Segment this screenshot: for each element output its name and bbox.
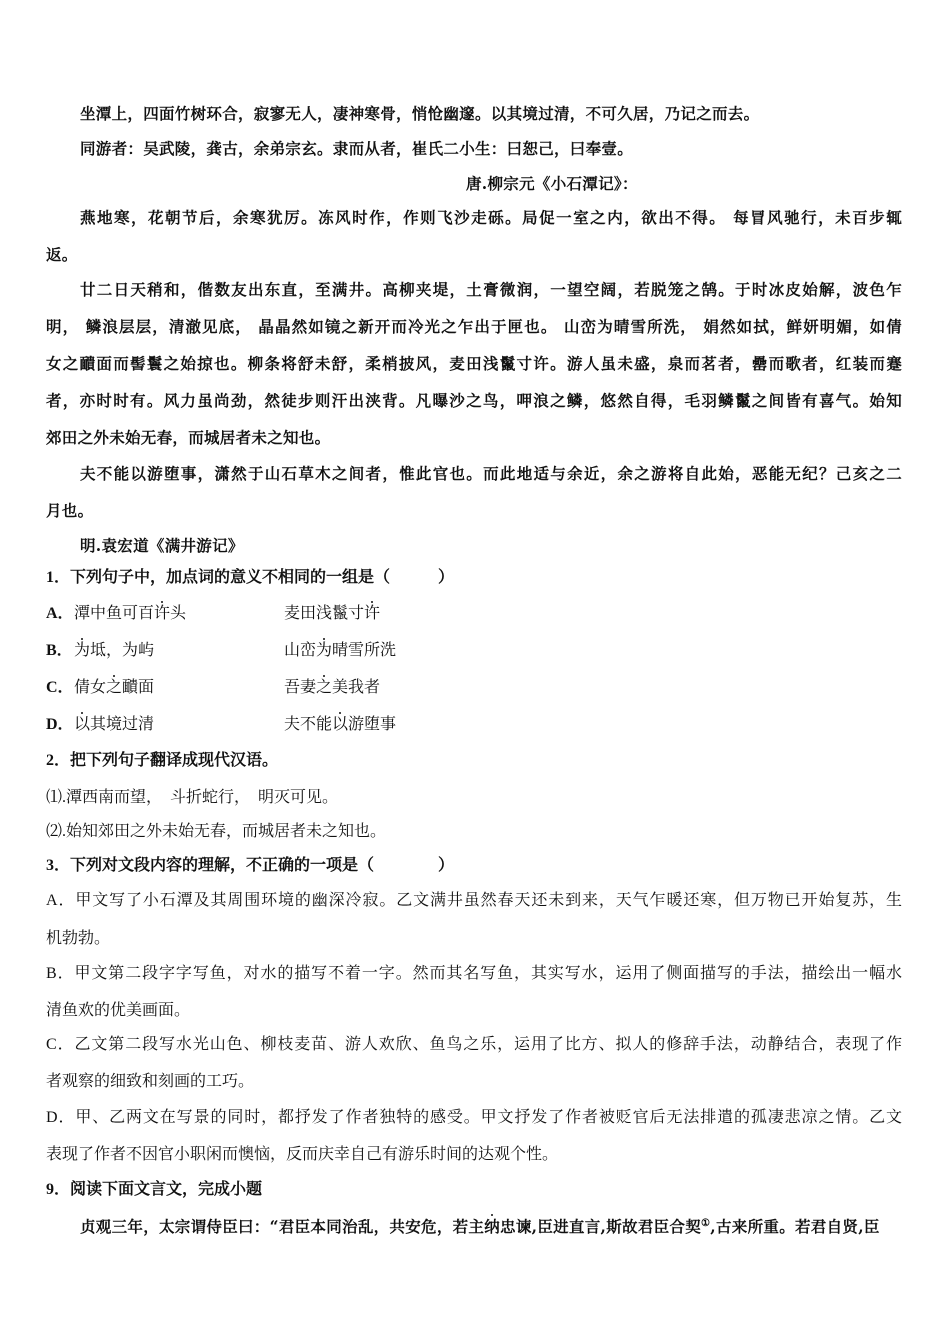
passage-a-line-1: 坐潭上，四面竹树环合，寂寥无人，凄神寒骨，悄怆幽邃。以其境过清，不可久居，乃记之而去。 — [80, 104, 760, 123]
q1-option-d-left: 以其境过清 — [74, 716, 155, 733]
q3-option-d-line-1: D．甲、乙两文在写景的同时，都抒发了作者独特的感受。甲文抒发了作者被贬官后无法排遣的孤凄悲凉之情。乙文 — [46, 1109, 902, 1126]
emphasis-dot-word: 以 — [74, 716, 91, 733]
q3-option-c-line-1: C．乙文第二段写水光山色、柳枝麦苗、游人欢欣、鱼鸟之乐，运用了比方、拟人的修辞手法，动静结合，表现了作 — [46, 1036, 902, 1053]
passage-a-source: 唐.柳宗元《小石潭记》： — [466, 174, 638, 193]
q1-option-b-left: 为坻，为屿 — [74, 642, 155, 659]
emphasis-dot-word: 之 — [106, 679, 123, 696]
q2-sentence-2: ⑵.始知郊田之外未始无春，而城居者未之知也。 — [46, 823, 387, 840]
footnote-marker: ① — [701, 1218, 711, 1229]
passage-b-p3-line-2: 月也。 — [46, 501, 94, 520]
q3-option-d-line-2: 表现了作者不因官小职闲而懊恼，反而庆幸自己有游乐时间的达观个性。 — [46, 1146, 559, 1163]
q3-stem: 3．下列对文段内容的理解，不正确的一项是（ ） — [46, 857, 455, 874]
emphasis-dot-word: 纳 — [484, 1217, 501, 1237]
q9-stem: 9．阅读下面文言文，完成小题 — [46, 1181, 263, 1198]
q3-option-b-line-1: B．甲文第二段字字写鱼，对水的描写不着一字。然而其名写鱼，其实写水，运用了侧面描写的手法，描绘出一幅水 — [46, 965, 902, 982]
passage-b-p2-line-1: 廿二日天稍和，偕数友出东直，至满井。高柳夹堤，土膏微润，一望空阔，若脱笼之鹄。于时冰皮始解，波色乍 — [80, 280, 902, 299]
emphasis-dot-word: 为 — [316, 642, 333, 659]
q1-option-c-letter: C． — [46, 679, 74, 696]
passage-b-p2-line-2: 明， 鳞浪层层，清澈见底， 晶晶然如镜之新开而冷光之乍出于匣也。 山峦为晴雪所洗， 娟然如拭，鲜妍明媚，如倩 — [46, 317, 902, 336]
emphasis-dot-word: 以 — [332, 716, 349, 733]
q3-option-a-line-1: A．甲文写了小石潭及其周围环境的幽深冷寂。乙文满井虽然春天还未到来，天气乍暖还寒，但万物已开始复苏，生 — [46, 892, 902, 909]
q3-option-a-line-2: 机勃勃。 — [46, 930, 111, 947]
q1-option-d-right: 夫不能以游堕事 — [284, 716, 397, 733]
passage-b-p3-line-1: 夫不能以游堕事，潇然于山石草木之间者，惟此官也。而此地适与余近，余之游将自此始，恶能无纪？己亥之二 — [80, 464, 902, 483]
q1-option-a-letter: A． — [46, 605, 74, 622]
passage-b-p2-line-3: 女之靧面而髻鬟之始掠也。柳条将舒未舒，柔梢披风，麦田浅鬣寸许。游人虽未盛，泉而茗者，罍而歌者，红装而蹇 — [46, 354, 902, 373]
emphasis-dot-word: 许 — [364, 605, 381, 622]
emphasis-dot-word: 许 — [154, 605, 171, 622]
q1-option-d-letter: D． — [46, 716, 74, 733]
emphasis-dot-word: 之 — [316, 679, 333, 696]
q1-option-c-left: 倩女之靧面 — [74, 679, 155, 696]
q2-stem: 2．把下列句子翻译成现代汉语。 — [46, 752, 279, 769]
passage-b-p1-line-2: 返。 — [46, 245, 78, 264]
q1-stem: 1．下列句子中，加点词的意义不相同的一组是（ ） — [46, 569, 455, 586]
q1-option-c-right: 吾妻之美我者 — [284, 679, 381, 696]
q3-option-b-line-2: 清鱼欢的优美画面。 — [46, 1002, 191, 1019]
passage-b-p2-line-4: 者，亦时时有。风力虽尚劲，然徒步则汗出浃背。凡曝沙之鸟，呷浪之鳞，悠然自得，毛羽鳞鬣之间皆有喜气。始知 — [46, 391, 902, 410]
q9-text-line-1: 贞观三年，太宗谓侍臣曰：“君臣本同治乱，共安危，若主纳忠谏,臣进直言,斯故君臣合契①,古来所重。若君自贤,臣 — [80, 1217, 880, 1237]
passage-b-source: 明.袁宏道《满井游记》 — [80, 536, 244, 555]
passage-b-p2-line-5: 郊田之外未始无春，而城居者未之知也。 — [46, 428, 331, 447]
q3-option-c-line-2: 者观察的细致和刻画的工巧。 — [46, 1073, 255, 1090]
passage-b-p1-line-1: 燕地寒，花朝节后，余寒犹厉。冻风时作，作则飞沙走砾。局促一室之内，欲出不得。 每冒风驰行，未百步辄 — [80, 208, 902, 227]
passage-a-line-2: 同游者：吴武陵，龚古，余弟宗玄。隶而从者，崔氏二小生：曰恕己，曰奉壹。 — [80, 139, 634, 158]
q1-option-b-letter: B． — [46, 642, 73, 659]
q1-option-b-right: 山峦为晴雪所洗 — [284, 642, 397, 659]
q1-option-a-right: 麦田浅鬣寸许 — [284, 605, 381, 622]
q1-option-a-left: 潭中鱼可百许头 — [74, 605, 187, 622]
emphasis-dot-word: 为 — [74, 642, 91, 659]
q2-sentence-1: ⑴.潭西南而望， 斗折蛇行， 明灭可见。 — [46, 789, 339, 806]
